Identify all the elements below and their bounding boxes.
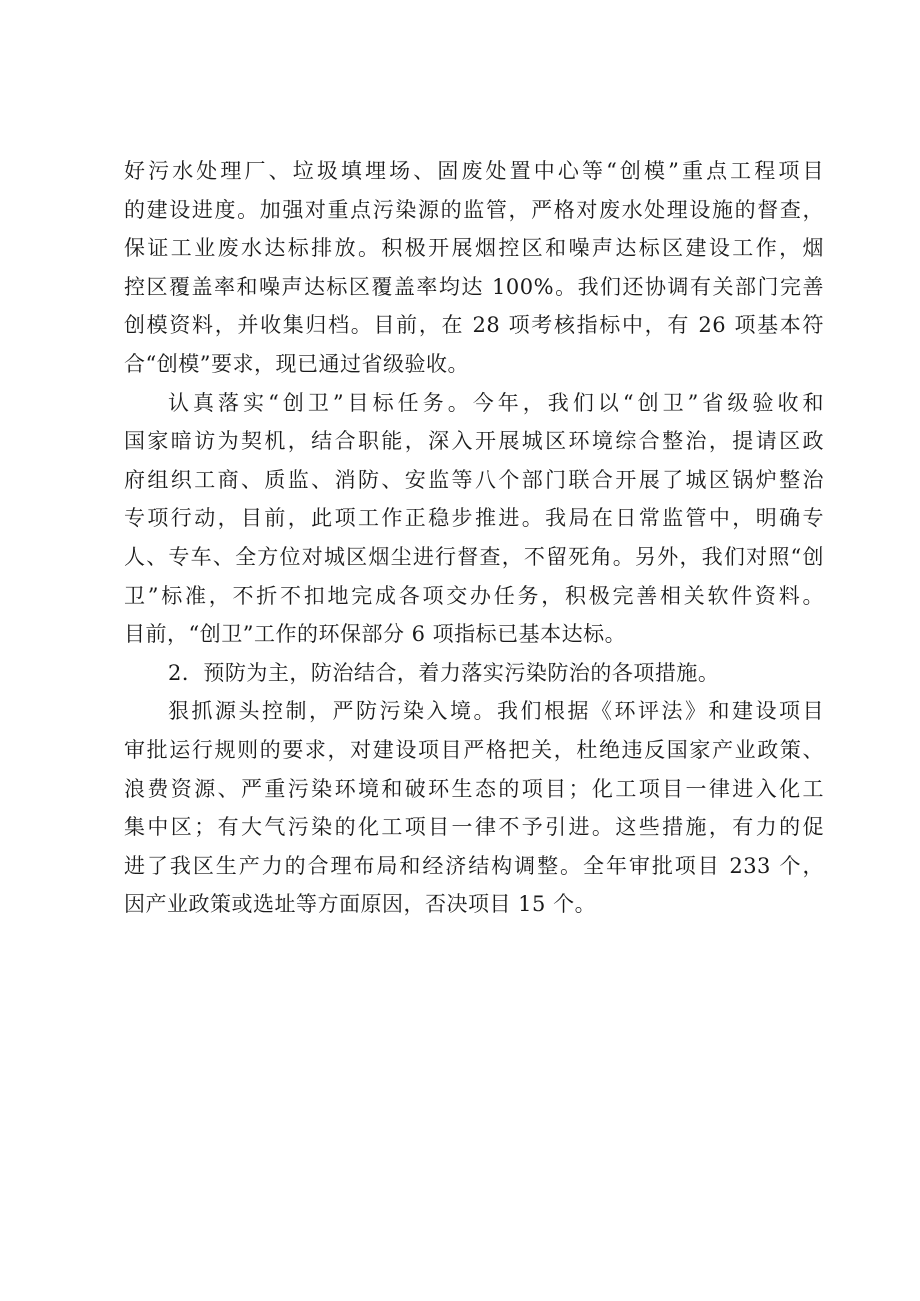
- text-line: 人、专车、全方位对城区烟尘进行督查，不留死角。另外，我们对照“创: [124, 544, 824, 569]
- text-line: 专项行动，目前，此项工作正稳步推进。我局在日常监管中，明确专: [124, 506, 824, 531]
- text-line: 好污水处理厂、垃圾填埋场、固废处置中心等“创模”重点工程项目: [124, 159, 824, 183]
- text-line: 进了我区生产力的合理布局和经济结构调整。全年审批项目 233 个，: [124, 853, 824, 878]
- text-line: 因产业政策或选址等方面原因，否决项目 15 个。: [124, 892, 597, 917]
- text-line: 控区覆盖率和噪声达标区覆盖率均达 100%。我们还协调有关部门完善: [124, 274, 824, 299]
- text-line: 狠抓源头控制，严防污染入境。我们根据《环评法》和建设项目: [168, 699, 824, 724]
- text-line: 集中区；有大气污染的化工项目一律不予引进。这些措施，有力的促: [124, 815, 824, 840]
- text-line: 浪费资源、严重污染环境和破环生态的项目；化工项目一律进入化工: [124, 776, 824, 801]
- text-line: 目前，“创卫”工作的环保部分 6 项指标已基本达标。: [124, 622, 627, 647]
- text-line: 卫”标准，不折不扣地完成各项交办任务，积极完善相关软件资料。: [124, 583, 824, 608]
- text-line: 合“创模”要求，现已通过省级验收。: [124, 351, 469, 376]
- text-line: 创模资料，并收集归档。目前，在 28 项考核指标中，有 26 项基本符: [124, 313, 824, 338]
- section-heading: 2．预防为主，防治结合，着力落实污染防治的各项措施。: [168, 660, 720, 685]
- text-line: 国家暗访为契机，结合职能，深入开展城区环境综合整治，提请区政: [124, 429, 824, 454]
- text-line: 审批运行规则的要求，对建设项目严格把关，杜绝违反国家产业政策、: [124, 737, 824, 762]
- text-line: 府组织工商、质监、消防、安监等八个部门联合开展了城区锅炉整治: [124, 467, 824, 492]
- text-line: 保证工业废水达标排放。积极开展烟控区和噪声达标区建设工作，烟: [124, 236, 824, 261]
- text-line: 的建设进度。加强对重点污染源的监管，严格对废水处理设施的督查，: [124, 197, 824, 222]
- text-line: 认真落实“创卫”目标任务。今年，我们以“创卫”省级验收和: [168, 390, 824, 415]
- body-text: [124, 152, 824, 924]
